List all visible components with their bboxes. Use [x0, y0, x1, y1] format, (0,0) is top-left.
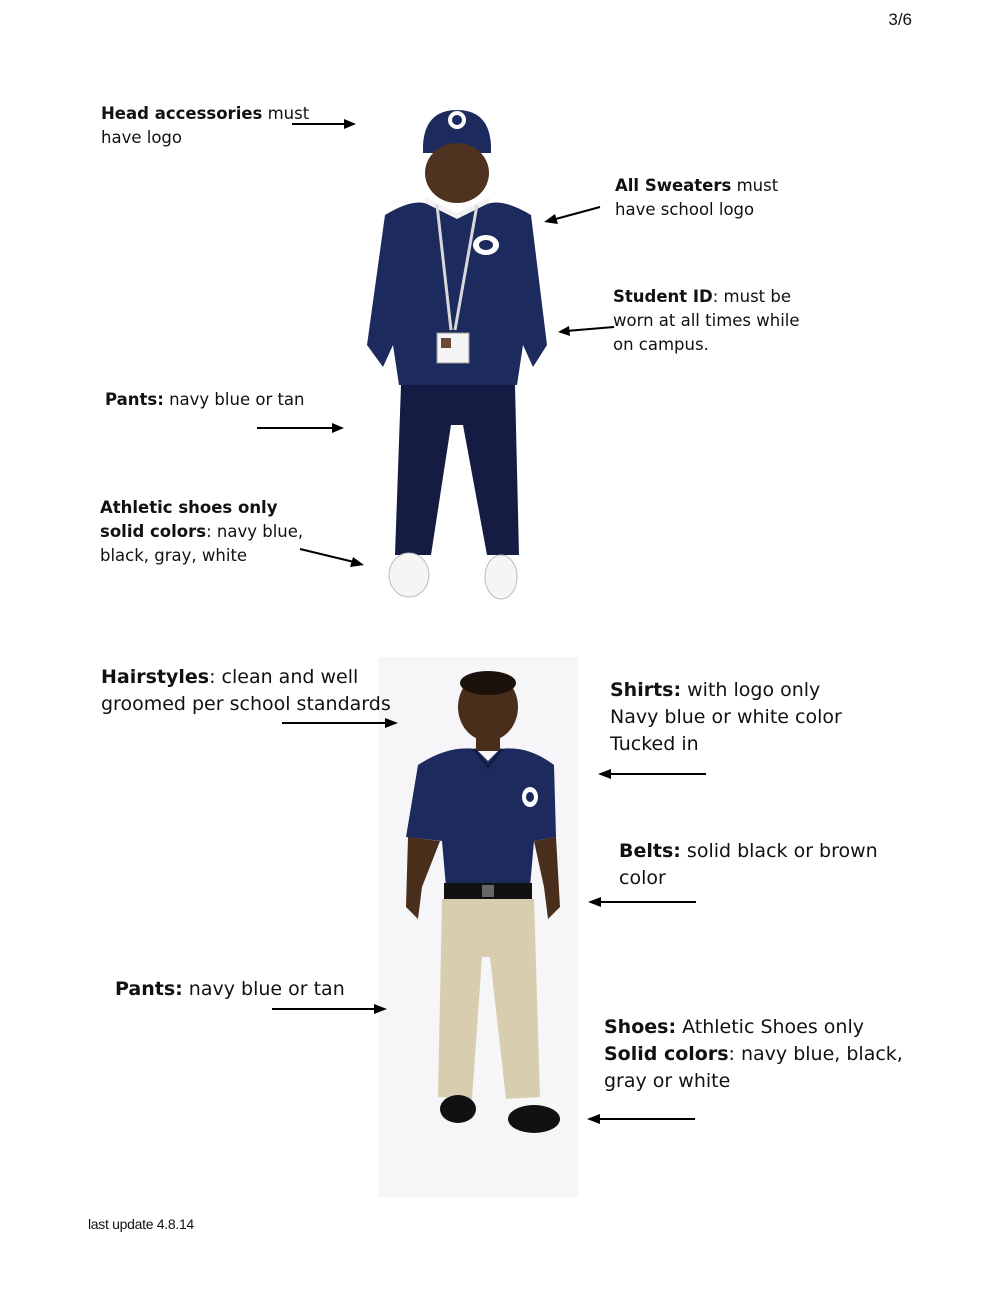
note-pants: Pants: navy blue or tan	[115, 978, 345, 1000]
arrow-left-icon	[542, 204, 604, 226]
page-number: 3/6	[888, 10, 912, 29]
note-belts: Belts: solid black or brown color	[619, 840, 878, 889]
arrow-right-icon	[292, 117, 362, 131]
arrow-left-icon	[586, 895, 698, 909]
student-sweater-photo	[355, 105, 565, 605]
arrow-right-icon	[257, 421, 349, 435]
note-shoes: Shoes: Athletic Shoes only Solid colors: navy blue, black, gray or white	[604, 1016, 903, 1092]
note-head-accessories: Head accessories must have logo	[101, 104, 310, 147]
arrow-right-icon	[282, 716, 404, 730]
note-athletic-shoes: Athletic shoes only solid colors: navy blue, black, gray, white	[100, 498, 304, 565]
arrow-left-icon	[585, 1112, 697, 1126]
note-pants: Pants: navy blue or tan	[105, 390, 305, 409]
arrow-left-icon	[596, 767, 708, 781]
note-all-sweaters: All Sweaters must have school logo	[615, 176, 779, 219]
student-sweater-figure	[355, 105, 565, 605]
note-student-id: Student ID: must be worn at all times while on campus.	[613, 287, 800, 354]
student-polo-figure	[378, 657, 578, 1197]
arrow-left-icon	[556, 322, 616, 338]
student-polo-photo	[378, 657, 578, 1197]
arrow-right-icon	[272, 1002, 392, 1016]
note-hairstyles: Hairstyles: clean and well groomed per school standards	[101, 666, 391, 715]
note-shirts: Shirts: with logo only Navy blue or white color Tucked in	[610, 679, 842, 755]
arrow-right-icon	[300, 546, 368, 570]
last-update-footer: last update 4.8.14	[88, 1216, 194, 1232]
